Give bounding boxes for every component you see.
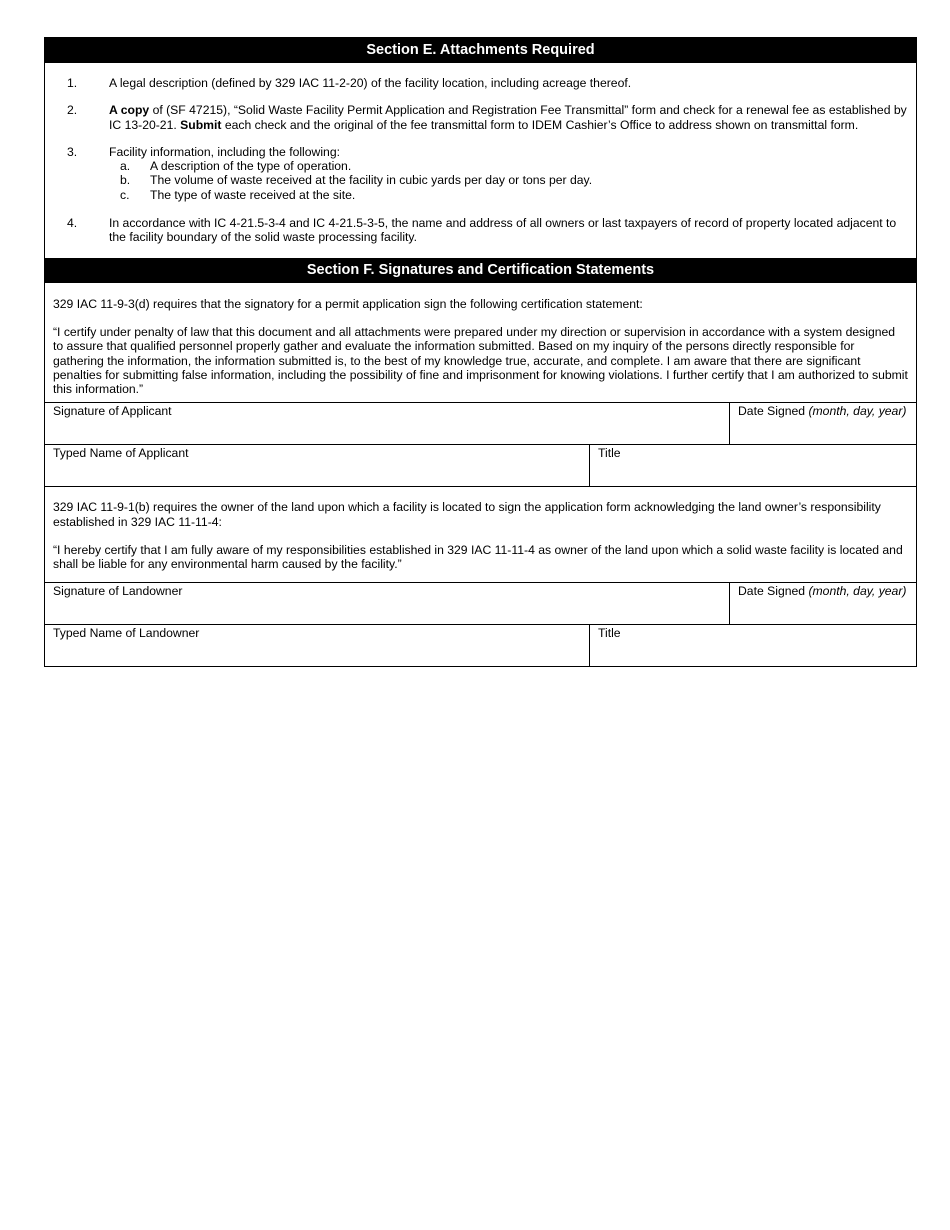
landowner-typed-name-field[interactable]: Typed Name of Landowner [45, 625, 590, 666]
attachment-item-4: 4. In accordance with IC 4-21.5-3-4 and IC 4-21.5-3-5, the name and address of all owners or last taxpayers of record of property located adjacent to the facility boundary of the solid waste processing facility. [67, 216, 897, 245]
landowner-statement: “I hereby certify that I am fully aware of my responsibilities established in 329 IAC 11-11-4 as owner of the land upon which a solid waste facility is located and shall be liable for any environmental harm caused by the facility.” [53, 543, 903, 572]
landowner-name-row [45, 624, 916, 666]
section-e-header: Section E. Attachments Required [45, 38, 916, 63]
attachment-item-2: 2. A copy of (SF 47215), “Solid Waste Facility Permit Application and Registration Fee Transmittal” form and check for a renewal fee as established by IC 13-20-21. Submit each check and the original of the fee transmittal form to IDEM Cashier’s Office to address shown on transmittal form. [67, 103, 907, 132]
landowner-intro: 329 IAC 11-9-1(b) requires the owner of the land upon which a facility is located to sign the application form acknowledging the land owner’s responsibility established in 329 IAC 11-11-4: [53, 500, 881, 529]
applicant-signature-row [45, 402, 916, 444]
applicant-title-field[interactable]: Title [598, 446, 621, 461]
sub-item-b: b. The volume of waste received at the facility in cubic yards per day or tons per day. [120, 173, 593, 188]
facility-info-sublist [109, 159, 908, 202]
applicant-typed-name-field[interactable]: Typed Name of Applicant [45, 445, 590, 486]
landowner-date-field[interactable]: Date Signed (month, day, year) [738, 583, 907, 598]
applicant-intro: 329 IAC 11-9-3(d) requires that the signatory for a permit application sign the following certification statement: [53, 296, 643, 311]
attachment-item-1: 1. A legal description (defined by 329 IAC 11-2-20) of the facility location, including acreage thereof. [67, 76, 632, 90]
attachments-list [45, 63, 916, 258]
applicant-certification [45, 283, 916, 403]
sub-item-c: c. The type of waste received at the site. [120, 187, 356, 202]
attachment-item-3: 3. Facility information, including the following: a. A description of the type of operation. b. The volume of waste received at the facility in cubic yards per day or tons per day. c. The type of waste received at the site. [53, 145, 908, 216]
applicant-signature-field[interactable]: Signature of Applicant [45, 403, 730, 444]
landowner-signature-row [45, 582, 916, 624]
applicant-name-row [45, 444, 916, 486]
applicant-statement: “I certify under penalty of law that this document and all attachments were prepared under my direction or supervision in accordance with a system designed to assure that qualified personnel properly gather and evaluate the information submitted. Based on my inquiry of the persons directly responsible for gathering the information, the information submitted is, to the best of my knowledge true, accurate, and complete. I am aware that there are significant penalties for submitting false information, including the possibility of fine and imprisonment for knowing violations. I further certify that I am authorized to submit this information.” [53, 324, 908, 397]
landowner-certification [45, 486, 916, 581]
landowner-signature-field[interactable]: Signature of Landowner [45, 583, 730, 624]
sub-item-a: a. A description of the type of operation. [120, 159, 352, 174]
landowner-title-field[interactable]: Title [598, 625, 621, 640]
permit-form [44, 37, 917, 667]
applicant-date-field[interactable]: Date Signed (month, day, year) [738, 404, 907, 419]
section-f-header: Section F. Signatures and Certification Statements [45, 258, 916, 283]
